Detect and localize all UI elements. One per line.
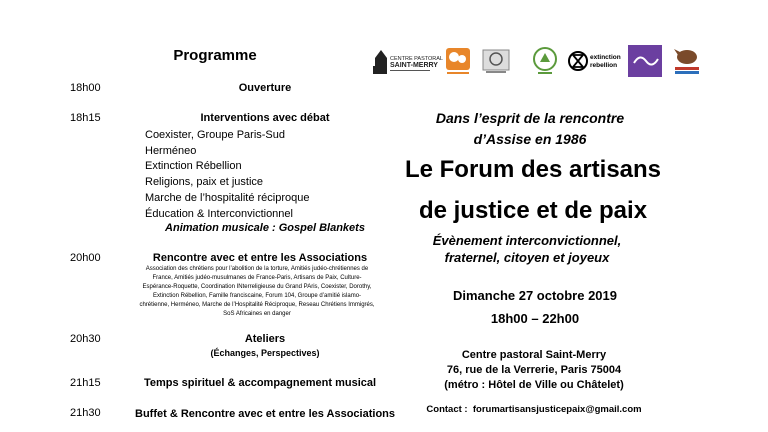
animation-musicale: Animation musicale : Gospel Blankets	[165, 222, 365, 234]
item-buffet: Buffet & Rencontre avec et entre les Associations	[135, 408, 396, 420]
venue-address: 76, rue de la Verrerie, Paris 75004	[446, 364, 622, 376]
time-5: 21h15	[70, 377, 101, 389]
orange-logo	[444, 45, 472, 77]
intervention: Extinction Rébellion	[145, 160, 242, 173]
association-line: Espérance-Roquette, Coordination INterreligieuse du Grand PAris, Coexister, Dorothy,	[142, 284, 372, 290]
ateliers-sub: (Échanges, Perspectives)	[210, 348, 320, 358]
event-title-1: Le Forum des artisans	[404, 156, 662, 183]
venue-metro: (métro : Hôtel de Ville ou Châtelet)	[444, 379, 624, 391]
time-2: 18h15	[70, 112, 101, 124]
dove-logo	[672, 45, 702, 77]
tagline-2: fraternel, citoyen et joyeux	[444, 250, 610, 265]
association-purple-icon	[628, 45, 662, 77]
event-hours: 18h00 – 22h00	[490, 311, 580, 326]
intervention: Marche de l’hospitalité réciproque	[145, 191, 310, 204]
programme-title: Programme	[173, 47, 257, 64]
tagline-1: Évènement interconvictionnel,	[432, 233, 622, 248]
event-title-2: de justice et de paix	[418, 197, 648, 224]
subtitle-line-1: Dans l’esprit de la rencontre	[435, 110, 625, 126]
intervention: Herméneo	[145, 144, 197, 157]
item-ouverture: Ouverture	[238, 82, 292, 94]
association-line: Association des chrétiens pour l’abolition de la torture, Amitiés judéo-chrétiennes de	[145, 266, 369, 272]
association-line: Extinction Rébellion, Famille franciscaine, Forum 104, Groupe d’amitié islamo-	[152, 293, 362, 299]
time-3: 20h00	[70, 252, 101, 264]
association-line: SoS Africaines en danger	[223, 311, 291, 317]
association-round-icon	[532, 46, 558, 76]
event-date: Dimanche 27 octobre 2019	[452, 288, 618, 303]
item-ateliers: Ateliers	[244, 333, 286, 345]
item-interventions: Interventions avec débat	[200, 112, 330, 124]
intervention: Coexister, Groupe Paris-Sud	[145, 129, 286, 141]
association-orange-icon	[445, 46, 471, 76]
svg-text:SAINT-MERRY: SAINT-MERRY	[390, 62, 438, 69]
intervention: Religions, paix et justice	[145, 176, 264, 189]
extinction-hourglass-icon	[568, 48, 621, 74]
purple-logo	[628, 45, 662, 77]
association-line: chrétienne, Herméneo, Marche de l’Hospitalité Réciproque, Reseau Chrétiens Immigrés,	[139, 302, 375, 308]
svg-text:rebellion: rebellion	[590, 62, 618, 69]
extinction-rebellion-logo	[568, 45, 621, 77]
svg-text:CENTRE PASTORAL: CENTRE PASTORAL	[390, 56, 443, 62]
time-4: 20h30	[70, 333, 101, 345]
association-grey-icon	[482, 47, 510, 75]
venue-name: Centre pastoral Saint-Merry	[461, 349, 607, 361]
interventions-list	[145, 128, 309, 222]
church-icon	[373, 46, 443, 76]
association-line: France, Amitiés judéo-musulmanes de France-Paris, Artisans de Paix, Culture-	[152, 275, 362, 281]
item-temps-spirituel: Temps spirituel & accompagnement musical	[143, 377, 377, 389]
time-1: 18h00	[70, 82, 101, 94]
subtitle-line-2: d’Assise en 1986	[473, 131, 587, 147]
time-6: 21h30	[70, 407, 101, 419]
svg-text:extinction: extinction	[590, 54, 621, 61]
intervention: Éducation & Interconvictionnel	[145, 207, 293, 220]
dove-icon	[672, 45, 702, 77]
saint-merry-logo	[373, 45, 443, 77]
circle-logo	[532, 45, 558, 77]
contact-email[interactable]: Contact : forumartisansjusticepaix@gmail.com	[426, 404, 642, 415]
item-rencontre: Rencontre avec et entre les Associations	[152, 252, 368, 264]
grey-logo	[481, 45, 511, 77]
